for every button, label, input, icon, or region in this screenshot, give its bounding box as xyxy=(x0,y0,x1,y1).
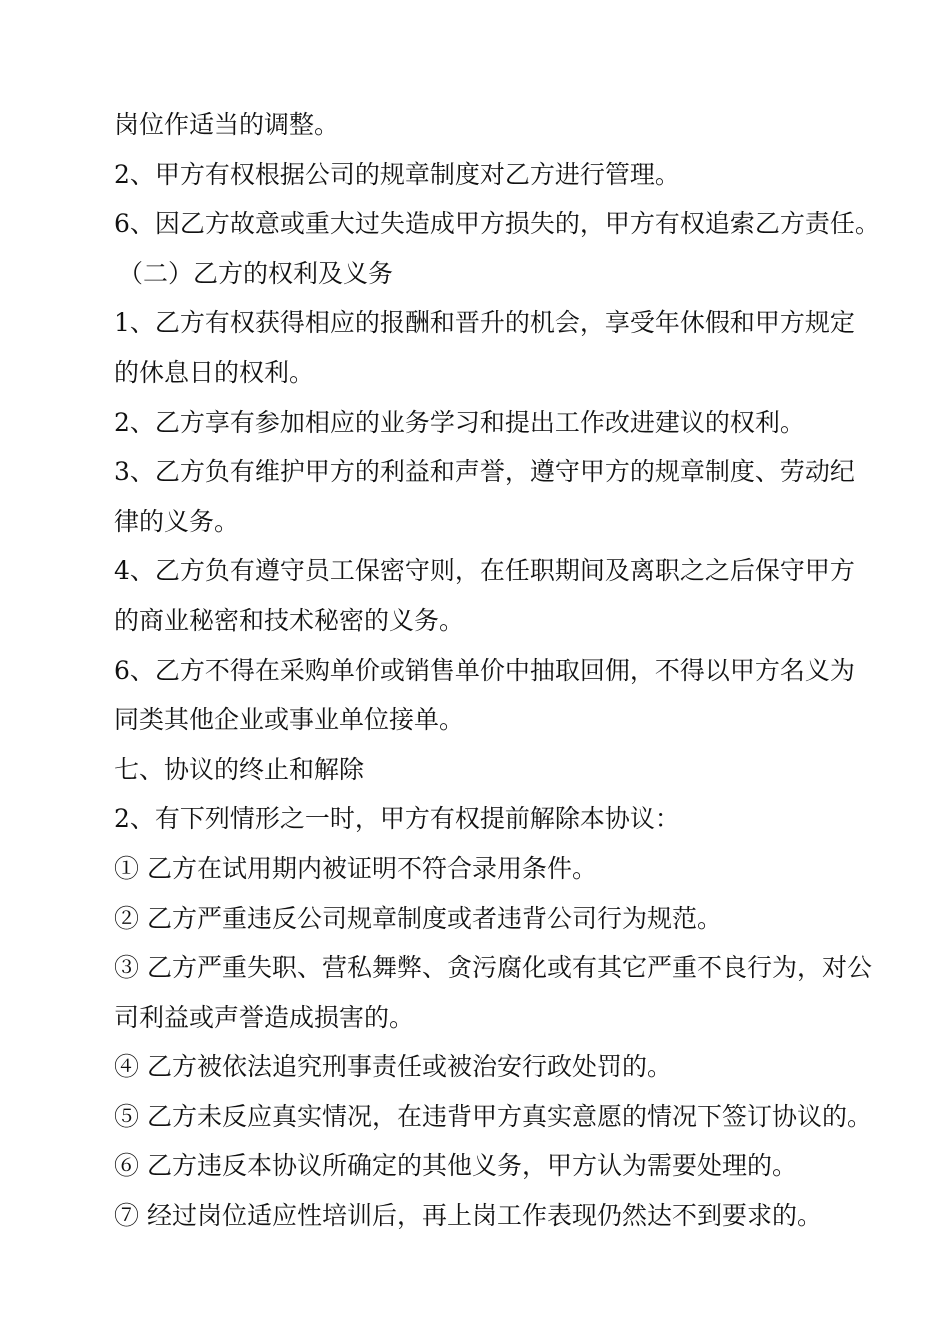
list-item: ⑤ 乙方未反应真实情况，在违背甲方真实意愿的情况下签订协议的。 xyxy=(114,1101,872,1131)
text-line: 6、因乙方故意或重大过失造成甲方损失的，甲方有权追索乙方责任。 xyxy=(114,209,880,239)
list-item: ④ 乙方被依法追究刑事责任或被治安行政处罚的。 xyxy=(114,1052,672,1082)
text-line: 2、乙方享有参加相应的业务学习和提出工作改进建议的权利。 xyxy=(114,407,805,437)
text-line: 3、乙方负有维护甲方的利益和声誉，遵守甲方的规章制度、劳动纪 xyxy=(114,457,855,487)
list-item: ⑥ 乙方违反本协议所确定的其他义务，甲方认为需要处理的。 xyxy=(114,1151,797,1181)
section-heading: （二）乙方的权利及义务 xyxy=(118,258,394,288)
text-line: 岗位作适当的调整。 xyxy=(114,110,340,139)
text-line: 司利益或声誉造成损害的。 xyxy=(114,1002,415,1032)
text-line: 2、有下列情形之一时，甲方有权提前解除本协议： xyxy=(114,804,680,834)
list-item: ② 乙方严重违反公司规章制度或者违背公司行为规范。 xyxy=(114,903,722,933)
text-line: 同类其他企业或事业单位接单。 xyxy=(114,705,465,735)
list-item: ③ 乙方严重失职、营私舞弊、贪污腐化或有其它严重不良行为，对公 xyxy=(114,953,872,983)
text-line: 的商业秘密和技术秘密的义务。 xyxy=(114,605,465,635)
text-line: 律的义务。 xyxy=(114,506,240,536)
text-line: 6、乙方不得在采购单价或销售单价中抽取回佣，不得以甲方名义为 xyxy=(114,655,855,685)
document-body xyxy=(114,100,904,1241)
text-line: 4、乙方负有遵守员工保密守则，在任职期间及离职之之后保守甲方 xyxy=(114,556,855,586)
section-heading: 七、协议的终止和解除 xyxy=(114,754,365,784)
list-item: ⑦ 经过岗位适应性培训后，再上岗工作表现仍然达不到要求的。 xyxy=(114,1201,822,1231)
text-line: 的休息日的权利。 xyxy=(114,357,315,387)
text-line: 1、乙方有权获得相应的报酬和晋升的机会，享受年休假和甲方规定 xyxy=(114,308,855,338)
text-line: 2、甲方有权根据公司的规章制度对乙方进行管理。 xyxy=(114,159,680,189)
list-item: ① 乙方在试用期内被证明不符合录用条件。 xyxy=(114,853,597,883)
